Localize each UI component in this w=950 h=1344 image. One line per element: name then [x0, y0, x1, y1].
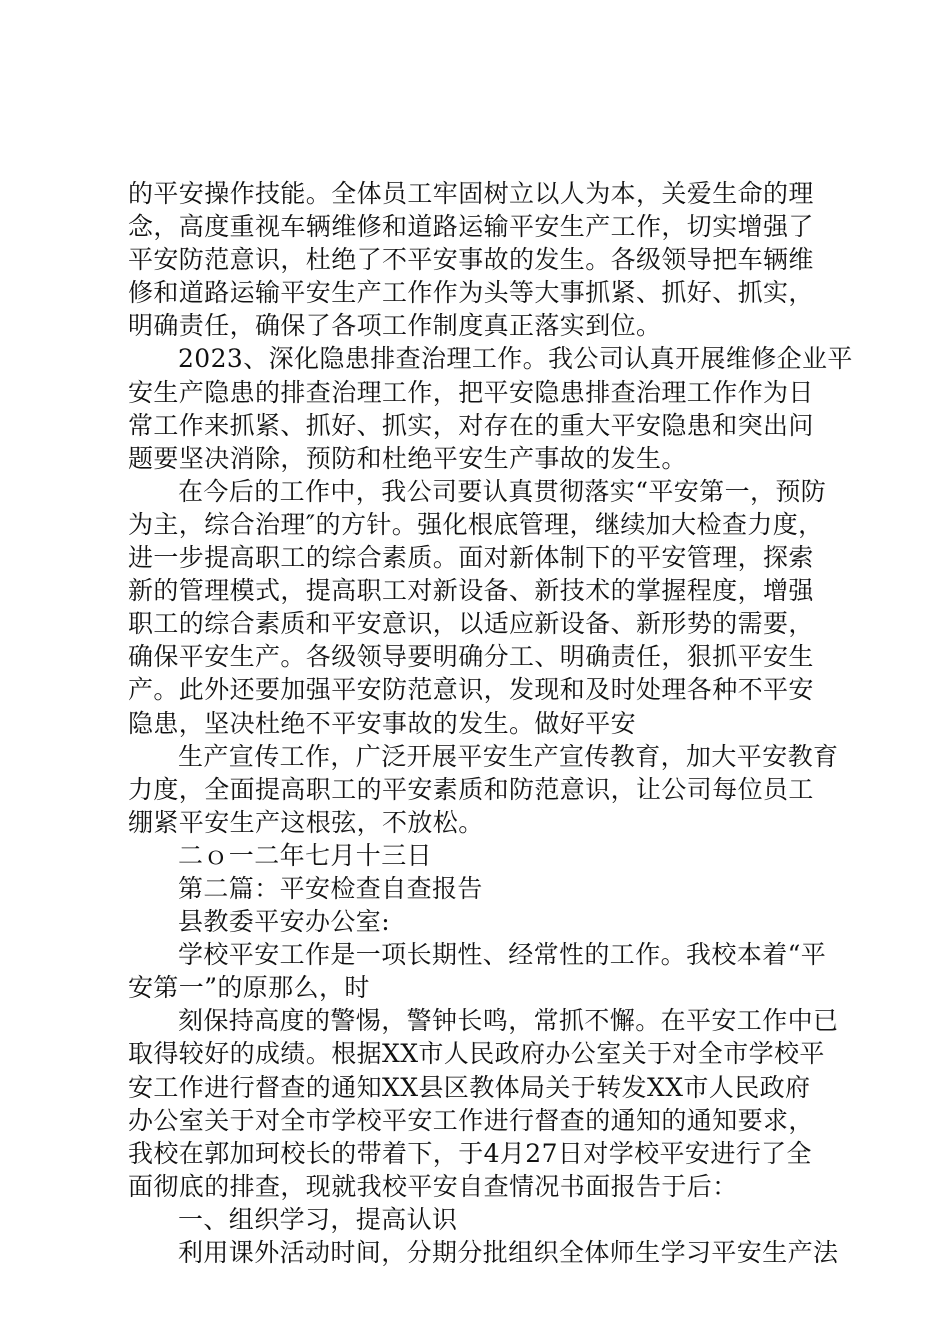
- text-line: 为主，综合治理″的方针。强化根底管理，继续加大检查力度，: [128, 509, 824, 539]
- text-line: 隐患，坚决杜绝不平安事故的发生。做好平安: [128, 708, 637, 738]
- text-line: 一、组织学习，提高认识: [178, 1204, 458, 1234]
- text-line: 县教委平安办公室:: [178, 907, 391, 937]
- text-line: 2023、深化隐患排查治理工作。我公司认真开展维修企业平: [178, 344, 853, 374]
- text-line: 修和道路运输平安生产工作作为头等大事抓紧、抓好、抓实，: [128, 278, 814, 308]
- text-line: 安生产隐患的排查治理工作，把平安隐患排查治理工作作为日: [128, 377, 814, 407]
- text-line: 念，高度重视车辆维修和道路运输平安生产工作，切实增强了: [128, 212, 814, 242]
- text-line: 常工作来抓紧、抓好、抓实，对存在的重大平安隐患和突出问: [128, 410, 814, 440]
- text-line: 的平安操作技能。全体员工牢固树立以人为本，关爱生命的理: [128, 179, 814, 208]
- text-line: 力度，全面提高职工的平安素质和防范意识，让公司每位员工: [128, 774, 814, 804]
- text-line: 二ｏ一二年七月十三日: [178, 840, 433, 870]
- text-line: 安工作进行督查的通知XX县区教体局关于转发XX市人民政府: [128, 1072, 811, 1102]
- text-line: 产。此外还要加强平安防范意识，发现和及时处理各种不平安: [128, 675, 814, 705]
- text-line: 确保平安生产。各级领导要明确分工、明确责任，狠抓平安生: [128, 642, 814, 672]
- text-line: 题要坚决消除，预防和杜绝平安生产事故的发生。: [128, 443, 687, 473]
- text-line: 我校在郭加珂校长的带着下，于4月27日对学校平安进行了全: [128, 1138, 812, 1168]
- document-page: [128, 177, 853, 1269]
- text-line: 利用课外活动时间，分期分批组织全体师生学习平安生产法: [178, 1238, 839, 1267]
- text-line: 学校平安工作是一项长期性、经常性的工作。我校本着“平: [178, 940, 827, 970]
- text-line: 面彻底的排查，现就我校平安自查情况书面报告于后：: [128, 1171, 738, 1201]
- text-line: 明确责任，确保了各项工作制度真正落实到位。: [128, 311, 662, 341]
- text-line: 生产宣传工作，广泛开展平安生产宣传教育，加大平安教育: [178, 741, 839, 771]
- text-line: 安第一”的原那么，时: [128, 973, 370, 1003]
- text-line: 取得较好的成绩。根据XX市人民政府办公室关于对全市学校平: [128, 1039, 825, 1069]
- text-line: 进一步提高职工的综合素质。面对新体制下的平安管理，探索: [128, 543, 814, 573]
- text-line: 刻保持高度的警惕，警钟长鸣，常抓不懈。在平安工作中已: [178, 1006, 839, 1036]
- text-line: 办公室关于对全市学校平安工作进行督查的通知的通知要求，: [128, 1105, 814, 1135]
- text-line: 新的管理模式，提高职工对新设备、新技术的掌握程度，增强: [128, 576, 814, 606]
- text-line: 绷紧平安生产这根弦，不放松。: [128, 807, 484, 837]
- text-line: 平安防范意识，杜绝了不平安事故的发生。各级领导把车辆维: [128, 245, 814, 275]
- text-line: 在今后的工作中，我公司要认真贯彻落实“平安第一，预防: [178, 476, 827, 506]
- text-line: 第二篇：平安检查自查报告: [178, 873, 483, 903]
- text-line: 职工的综合素质和平安意识，以适应新设备、新形势的需要，: [128, 609, 814, 639]
